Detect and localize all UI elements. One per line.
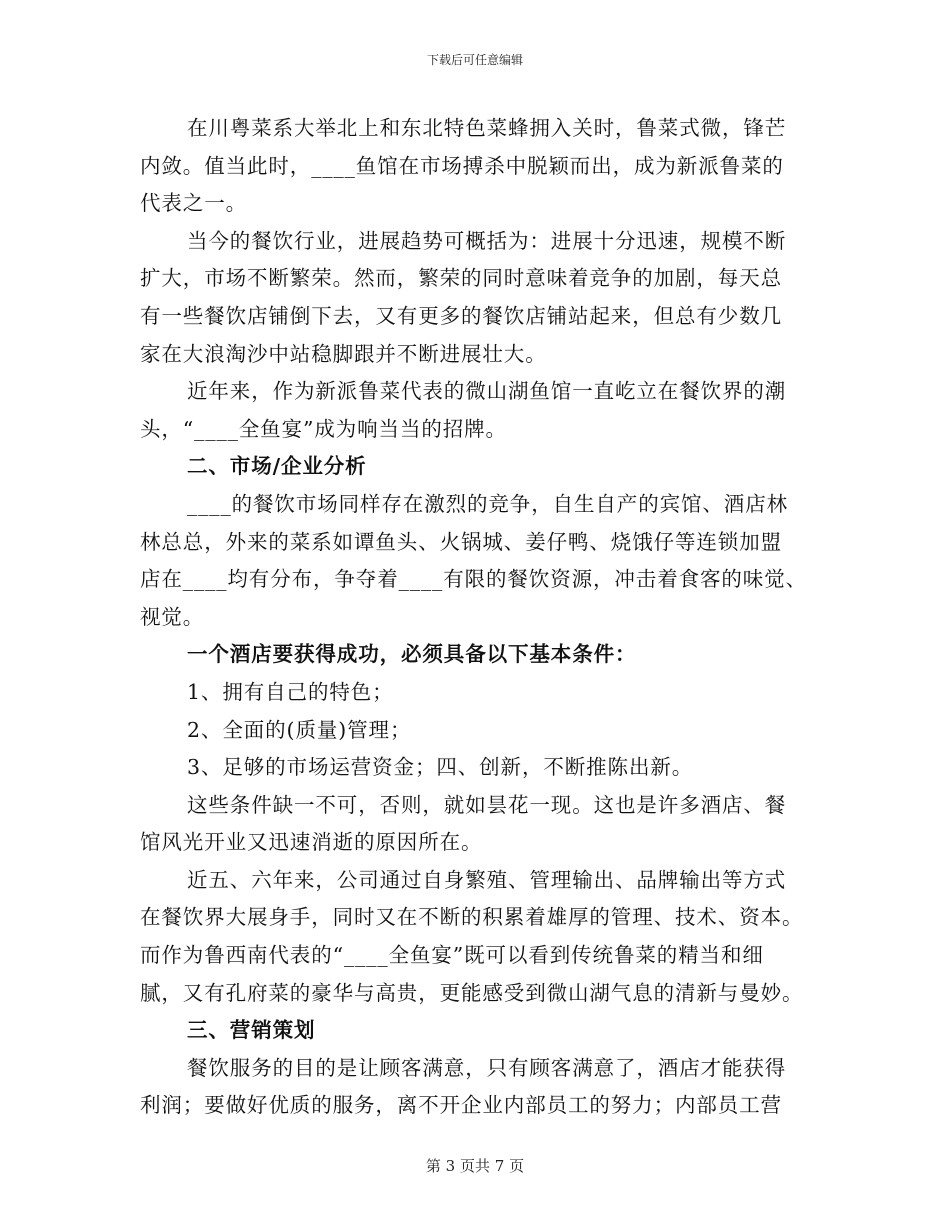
list-item: 3、足够的市场运营资金；四、创新，不断推陈出新。 — [187, 755, 694, 780]
paragraph-line: ____的餐饮市场同样存在激烈的竞争，自生自产的宾馆、酒店林 — [187, 491, 788, 516]
bold-statement: 一个酒店要获得成功，必须具备以下基本条件： — [187, 642, 637, 667]
paragraph-line: 利润；要做好优质的服务，离不开企业内部员工的努力；内部员工营 — [140, 1093, 782, 1118]
paragraph-line: 在川粤菜系大举北上和东北特色菜蜂拥入关时，鲁菜式微，锋芒 — [187, 116, 787, 140]
paragraph-line: 有一些餐饮店铺倒下去，又有更多的餐饮店铺站起来，但总有少数几 — [140, 303, 782, 328]
paragraph-line: 当今的餐饮行业，进展趋势可概括为：进展十分迅速，规模不断 — [187, 228, 787, 253]
paragraph-line: 近年来，作为新派鲁菜代表的微山湖鱼馆一直屹立在餐饮界的潮 — [187, 379, 787, 404]
paragraph-line: 代表之一。 — [140, 191, 247, 216]
section-heading: 三、营销策划 — [187, 1018, 316, 1043]
paragraph-line: 扩大，市场不断繁荣。然而，繁荣的同时意味着竞争的加剧，每天总 — [140, 266, 782, 291]
paragraph-line: 林总总，外来的菜系如谭鱼头、火锅城、姜仔鸭、烧饿仔等连锁加盟 — [140, 529, 782, 554]
paragraph-line: 店在____均有分布，争夺着____有限的餐饮资源，冲击着食客的味觉、 — [140, 567, 807, 592]
list-item: 2、全面的(质量)管理； — [187, 717, 412, 742]
paragraph-line: 内敛。值当此时，____鱼馆在市场搏杀中脱颖而出，成为新派鲁菜的 — [140, 153, 784, 178]
document-body — [140, 110, 810, 1125]
paragraph-line: 头，“____全鱼宴”成为响当当的招牌。 — [140, 416, 507, 441]
paragraph-line: 餐饮服务的目的是让顾客满意，只有顾客满意了，酒店才能获得 — [187, 1055, 787, 1080]
section-heading: 二、市场/企业分析 — [187, 454, 367, 479]
page-header: 下载后可任意编辑 — [426, 53, 523, 67]
paragraph-line: 家在大浪淘沙中站稳脚跟并不断进展壮大。 — [140, 341, 547, 366]
paragraph-line: 而作为鲁西南代表的“____全鱼宴”既可以看到传统鲁菜的精当和细 — [140, 943, 764, 968]
page-footer: 第 3 页共 7 页 — [425, 1157, 525, 1175]
paragraph-line: 这些条件缺一不可，否则，就如昙花一现。这也是许多酒店、餐 — [187, 792, 787, 817]
paragraph-line: 在餐饮界大展身手，同时又在不断的积累着雄厚的管理、技术、资本。 — [140, 905, 804, 930]
paragraph-line: 馆风光开业又迅速消逝的原因所在。 — [140, 830, 483, 855]
paragraph-line: 视觉。 — [140, 604, 205, 629]
paragraph-line: 腻，又有孔府菜的豪华与高贵，更能感受到微山湖气息的清新与曼妙。 — [140, 980, 804, 1005]
paragraph-line: 近五、六年来，公司通过自身繁殖、管理输出、品牌输出等方式 — [187, 867, 787, 892]
list-item: 1、拥有自己的特色； — [187, 679, 394, 704]
